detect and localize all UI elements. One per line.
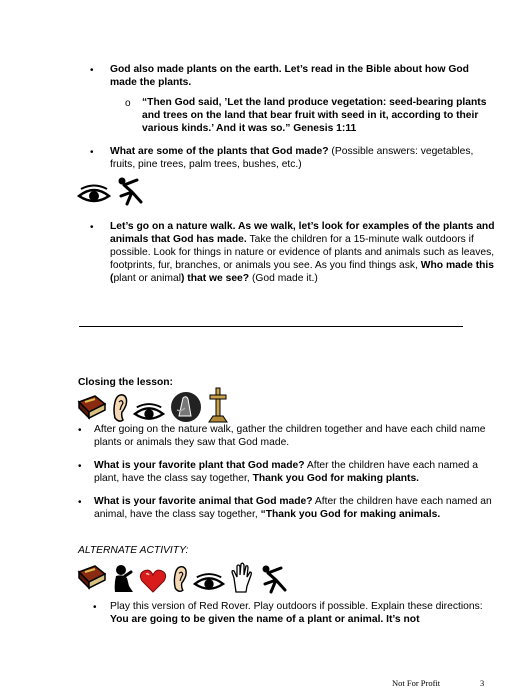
heart-icon (139, 568, 167, 594)
eye-icon (77, 184, 111, 206)
kneeling-child-icon (111, 564, 135, 594)
eye-icon (133, 402, 165, 424)
senses-icon-row-2 (77, 386, 229, 424)
bible-icon (77, 562, 107, 594)
paragraph-nature-walk (110, 220, 495, 285)
bullet-marker: • (90, 147, 94, 158)
paragraph-plants-intro (110, 63, 490, 89)
red-rover-instructions: Play this version of Red Rover. Play outdoors if possible. Explain these directions: (110, 601, 483, 612)
nature-walk-question-end: ) that we see? (180, 273, 250, 284)
favorite-plant-instructions: After the children have each named a plant, have the class say together, (94, 460, 478, 484)
stretching-person-icon (259, 564, 289, 594)
favorite-plant-response: Thank you God for making plants. (252, 473, 420, 484)
nature-walk-question-middle: plant or animal (113, 273, 181, 284)
nature-walk-bold: Let’s go on a nature walk. As we walk, let’s look for examples of the plants and animals that God has made. (110, 221, 495, 245)
paragraph-plants-question (110, 145, 495, 171)
eye-icon (193, 572, 225, 594)
plants-question-bold: What are some of the plants that God made? (110, 146, 329, 157)
favorite-animal-question: What is your favorite animal that God made? (94, 496, 313, 507)
closing-heading-text: Closing the lesson: (78, 377, 173, 388)
bullet-marker: • (90, 65, 94, 76)
paragraph-favorite-plant (94, 459, 494, 485)
plants-intro-text: God also made plants on the earth. Let’s read in the Bible about how God made the plants. (110, 64, 469, 88)
nature-walk-answer: (God made it.) (249, 273, 318, 284)
footer-label: Not For Profit (392, 678, 441, 688)
bullet-marker: • (90, 222, 94, 233)
favorite-plant-question: What is your favorite plant that God made? (94, 460, 305, 471)
stretching-person-icon (115, 176, 145, 206)
alternate-activity-heading: ALTERNATE ACTIVITY: (78, 545, 189, 556)
paragraph-genesis-quote (142, 96, 487, 135)
paragraph-gather-children (94, 423, 494, 449)
senses-icon-row-3 (77, 562, 289, 594)
genesis-quote-text: “Then God said, ’Let the land produce vegetation: seed-bearing plants and trees on the land that bear fruit with seed in it, according to their various kinds.’ And it was so.” Genesis 1:11 (142, 97, 487, 134)
sub-bullet-marker: o (125, 98, 131, 109)
page-number: 3 (480, 678, 485, 688)
ear-icon (111, 392, 129, 424)
nature-walk-instructions: Take the children for a 15-minute walk outdoors if possible. Look for things in nature or evidence of plants and animals such as leaves, footprints, fur, branches, or animals you see. As you find things ask, (110, 234, 495, 271)
praying-hands-icon (169, 390, 203, 424)
gather-children-text: After going on the nature walk, gather the children together and have each child name plants or animals they saw that God made. (94, 424, 486, 448)
hand-icon (229, 562, 255, 594)
red-rover-directions: You are going to be given the name of a plant or animal. It’s not (110, 614, 420, 625)
bullet-marker: • (78, 461, 82, 472)
bullet-marker: • (78, 497, 82, 508)
plants-question-answers: (Possible answers: vegetables, fruits, pine trees, palm trees, bushes, etc.) (110, 146, 474, 170)
bullet-marker: • (78, 425, 82, 436)
paragraph-red-rover (110, 600, 495, 626)
favorite-animal-response: “Thank you God for making animals. (260, 509, 441, 520)
section-divider (79, 326, 463, 327)
paragraph-favorite-animal (94, 495, 494, 521)
cross-icon (207, 386, 229, 424)
senses-icon-row-1 (77, 176, 145, 206)
nature-walk-question-start: Who made this ( (110, 260, 495, 284)
bullet-marker: • (93, 602, 97, 613)
bible-icon (77, 392, 107, 424)
favorite-animal-instructions: After the children have each named an animal, have the class say together, (94, 496, 492, 520)
ear-icon (171, 564, 189, 594)
